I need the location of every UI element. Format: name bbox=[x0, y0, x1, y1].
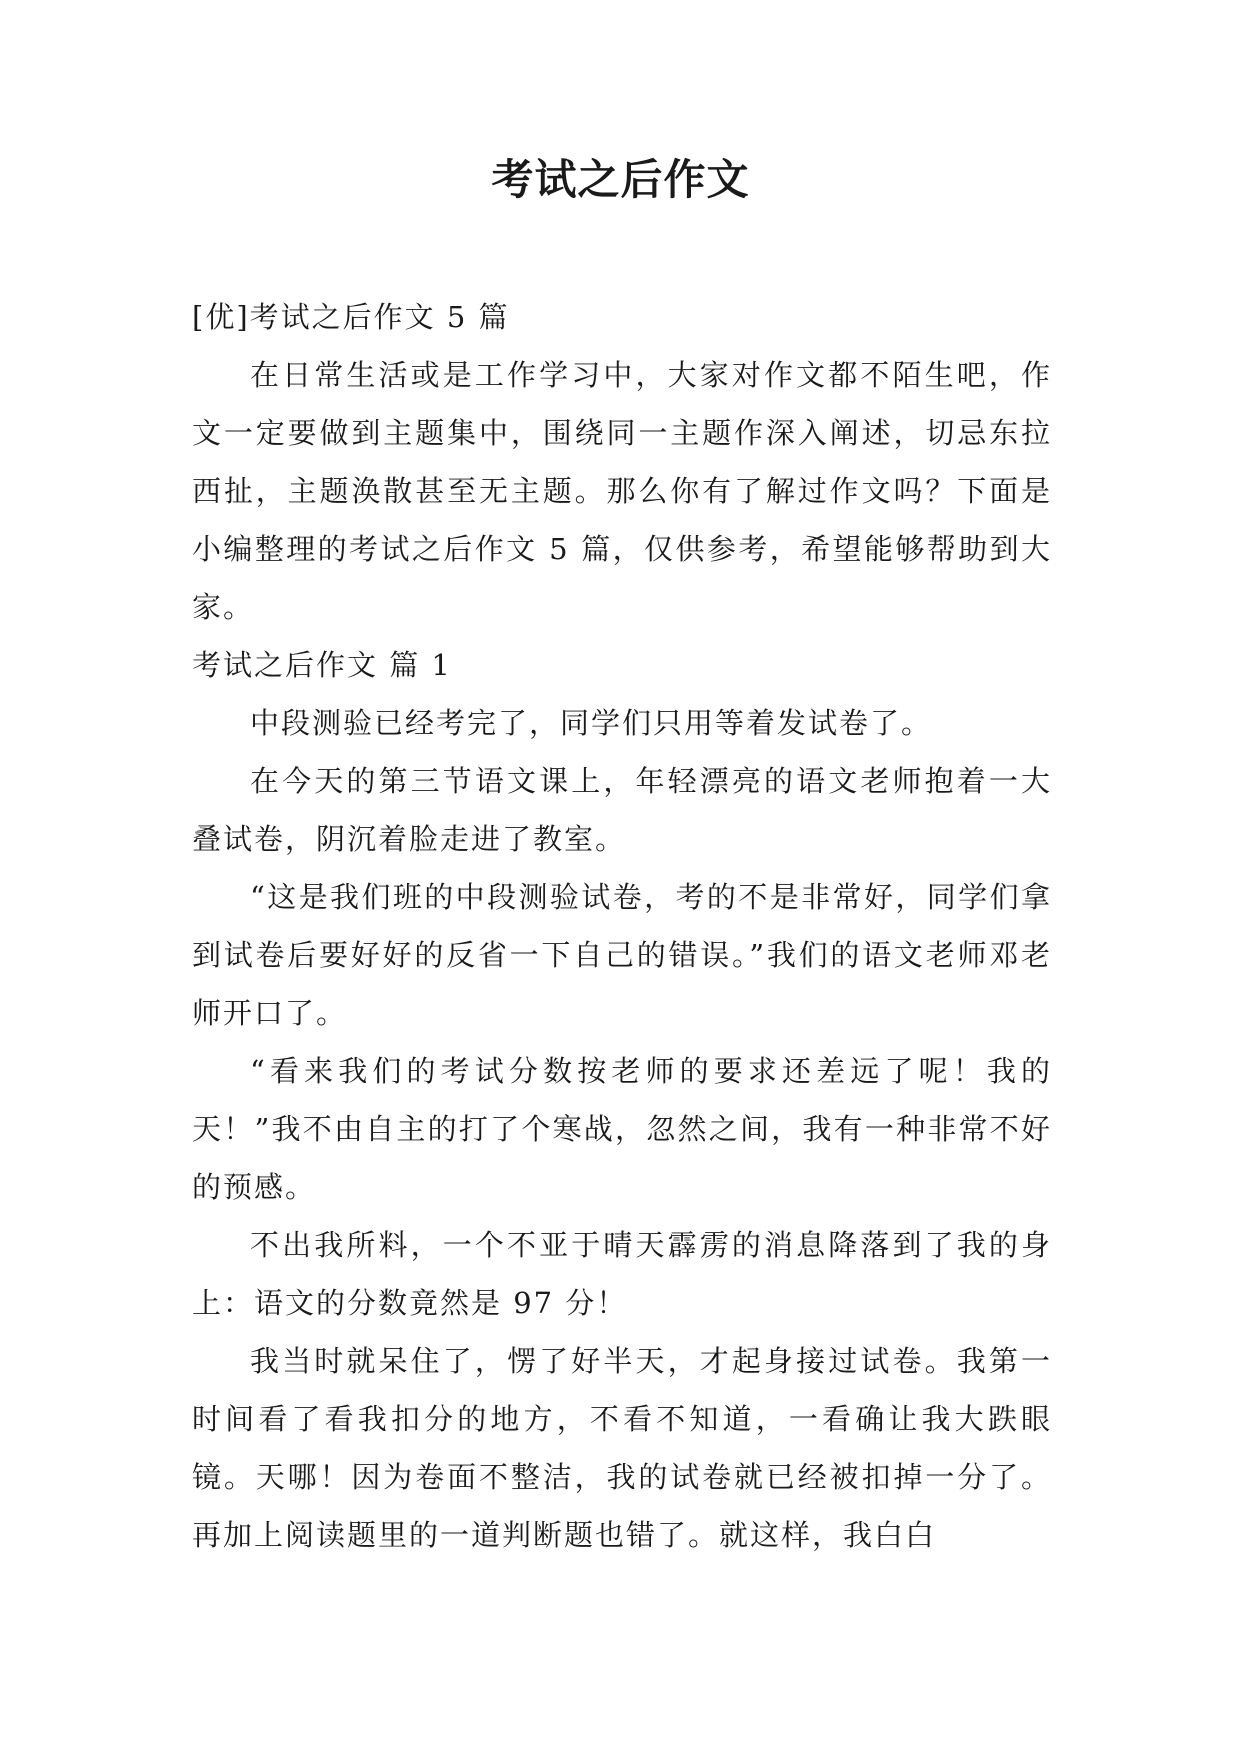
intro-paragraph: 在日常生活或是工作学习中，大家对作文都不陌生吧，作文一定要做到主题集中，围绕同一主题作深入阐述，切忌东拉西扯，主题涣散甚至无主题。那么你有了解过作文吗？下面是小编整理的考试之后作文 5 篇，仅供参考，希望能够帮助到大家。 bbox=[192, 358, 1052, 624]
body-paragraph: 中段测验已经考完了，同学们只用等着发试卷了。 bbox=[250, 706, 933, 740]
document-subtitle: [优]考试之后作文 5 篇 bbox=[192, 300, 510, 334]
body-paragraph: 我当时就呆住了，愣了好半天，才起身接过试卷。我第一时间看了看我扣分的地方，不看不知道，一看确让我大跌眼镜。天哪！因为卷面不整洁，我的试卷就已经被扣掉一分了。再加上阅读题里的一道判断题也错了。就这样，我白白 bbox=[192, 1344, 1052, 1552]
document-body bbox=[192, 288, 1052, 1564]
body-paragraph: “看来我们的考试分数按老师的要求还差远了呢！我的天！”我不由自主的打了个寒战，忽然之间，我有一种非常不好的预感。 bbox=[192, 1054, 1052, 1204]
section-heading: 考试之后作文 篇 1 bbox=[192, 648, 452, 682]
document-title: 考试之后作文 bbox=[491, 155, 750, 204]
body-paragraph: 不出我所料，一个不亚于晴天霹雳的消息降落到了我的身上：语文的分数竟然是 97 分！ bbox=[192, 1228, 1052, 1320]
body-paragraph: “这是我们班的中段测验试卷，考的不是非常好，同学们拿到试卷后要好好的反省一下自己的错误。”我们的语文老师邓老师开口了。 bbox=[192, 880, 1052, 1030]
body-paragraph: 在今天的第三节语文课上，年轻漂亮的语文老师抱着一大叠试卷，阴沉着脸走进了教室。 bbox=[192, 764, 1052, 856]
